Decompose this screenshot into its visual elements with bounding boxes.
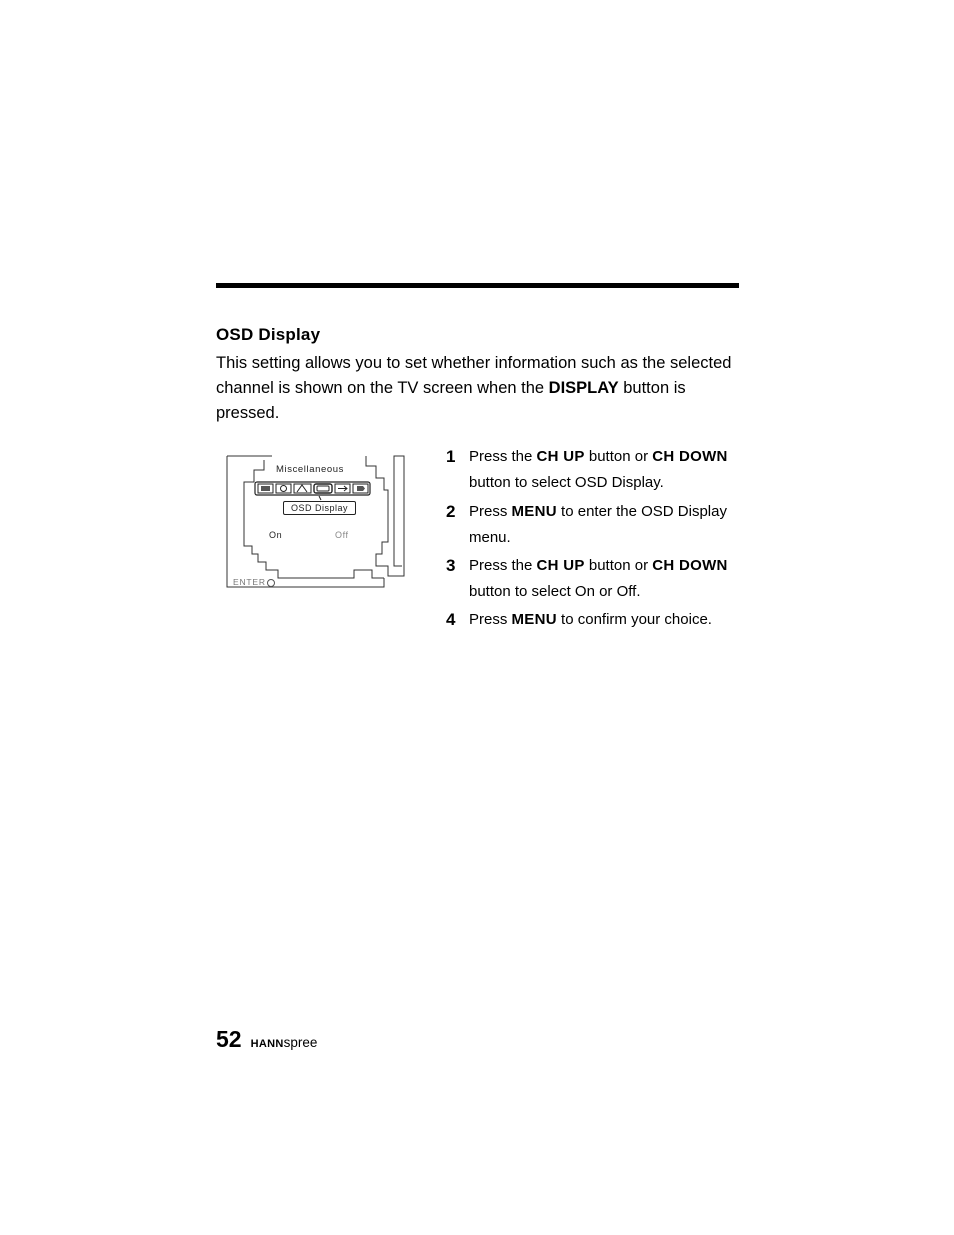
step-text xyxy=(469,444,736,495)
steps-list xyxy=(446,444,736,633)
step-number: 2 xyxy=(446,502,456,521)
brand-bold: HANN xyxy=(250,1038,284,1050)
step-text-part: button or xyxy=(584,448,653,465)
step-item xyxy=(446,553,736,604)
step-text-part: Press the xyxy=(469,557,537,574)
intro-text-2: button is pressed. xyxy=(216,379,686,422)
step-text-part: to enter the OSD Display menu. xyxy=(469,503,727,546)
enter-icon xyxy=(267,579,275,587)
enter-hint xyxy=(233,577,275,587)
osd-menu-illustration xyxy=(226,454,406,590)
step-text-part: Press xyxy=(469,503,512,520)
step-text-part: button to select OSD Display. xyxy=(469,473,664,491)
step-text xyxy=(469,607,736,633)
osd-display-item[interactable]: OSD Display xyxy=(283,501,356,515)
step-item xyxy=(446,499,736,550)
picture-icon xyxy=(258,484,273,493)
selection-pointer xyxy=(319,496,321,500)
channel-icon xyxy=(294,484,311,493)
step-button-name: MENU xyxy=(511,503,557,520)
section-heading: OSD Display xyxy=(216,325,321,344)
audio-icon xyxy=(276,484,291,493)
step-button-name: CH UP xyxy=(536,448,585,465)
step-item xyxy=(446,607,736,633)
misc-icon xyxy=(353,484,368,493)
option-on[interactable]: On xyxy=(269,530,283,540)
step-text xyxy=(469,499,736,550)
step-number: 4 xyxy=(446,610,456,629)
brand-logo xyxy=(251,1035,318,1050)
intro-paragraph xyxy=(216,351,736,426)
step-button-name: MENU xyxy=(511,611,557,628)
page-footer xyxy=(216,1026,317,1053)
page-number: 52 xyxy=(216,1026,242,1052)
osd-menu-title: Miscellaneous xyxy=(276,464,344,475)
input-icon xyxy=(335,484,350,493)
intro-text-1: This setting allows you to set whether information such as the selected channel is shown on the TV screen when the xyxy=(216,354,732,397)
header-rule xyxy=(216,283,739,288)
intro-display-keyword: DISPLAY xyxy=(548,379,619,397)
step-text-part: button to select On or Off. xyxy=(469,582,641,600)
step-number: 1 xyxy=(446,447,456,466)
enter-label: ENTER xyxy=(233,577,266,587)
option-off[interactable]: Off xyxy=(335,530,349,540)
screen-icon xyxy=(314,484,332,493)
step-text-part: Press xyxy=(469,611,512,628)
step-text xyxy=(469,553,736,604)
step-text-part: Press the xyxy=(469,448,537,465)
step-text-part: to confirm your choice. xyxy=(556,611,712,628)
step-item xyxy=(446,444,736,495)
step-button-name: CH DOWN xyxy=(652,557,728,574)
step-button-name: CH UP xyxy=(536,557,585,574)
step-button-name: CH DOWN xyxy=(652,448,728,465)
step-number: 3 xyxy=(446,556,456,575)
brand-light: spree xyxy=(283,1035,318,1050)
step-text-part: button or xyxy=(584,557,653,574)
